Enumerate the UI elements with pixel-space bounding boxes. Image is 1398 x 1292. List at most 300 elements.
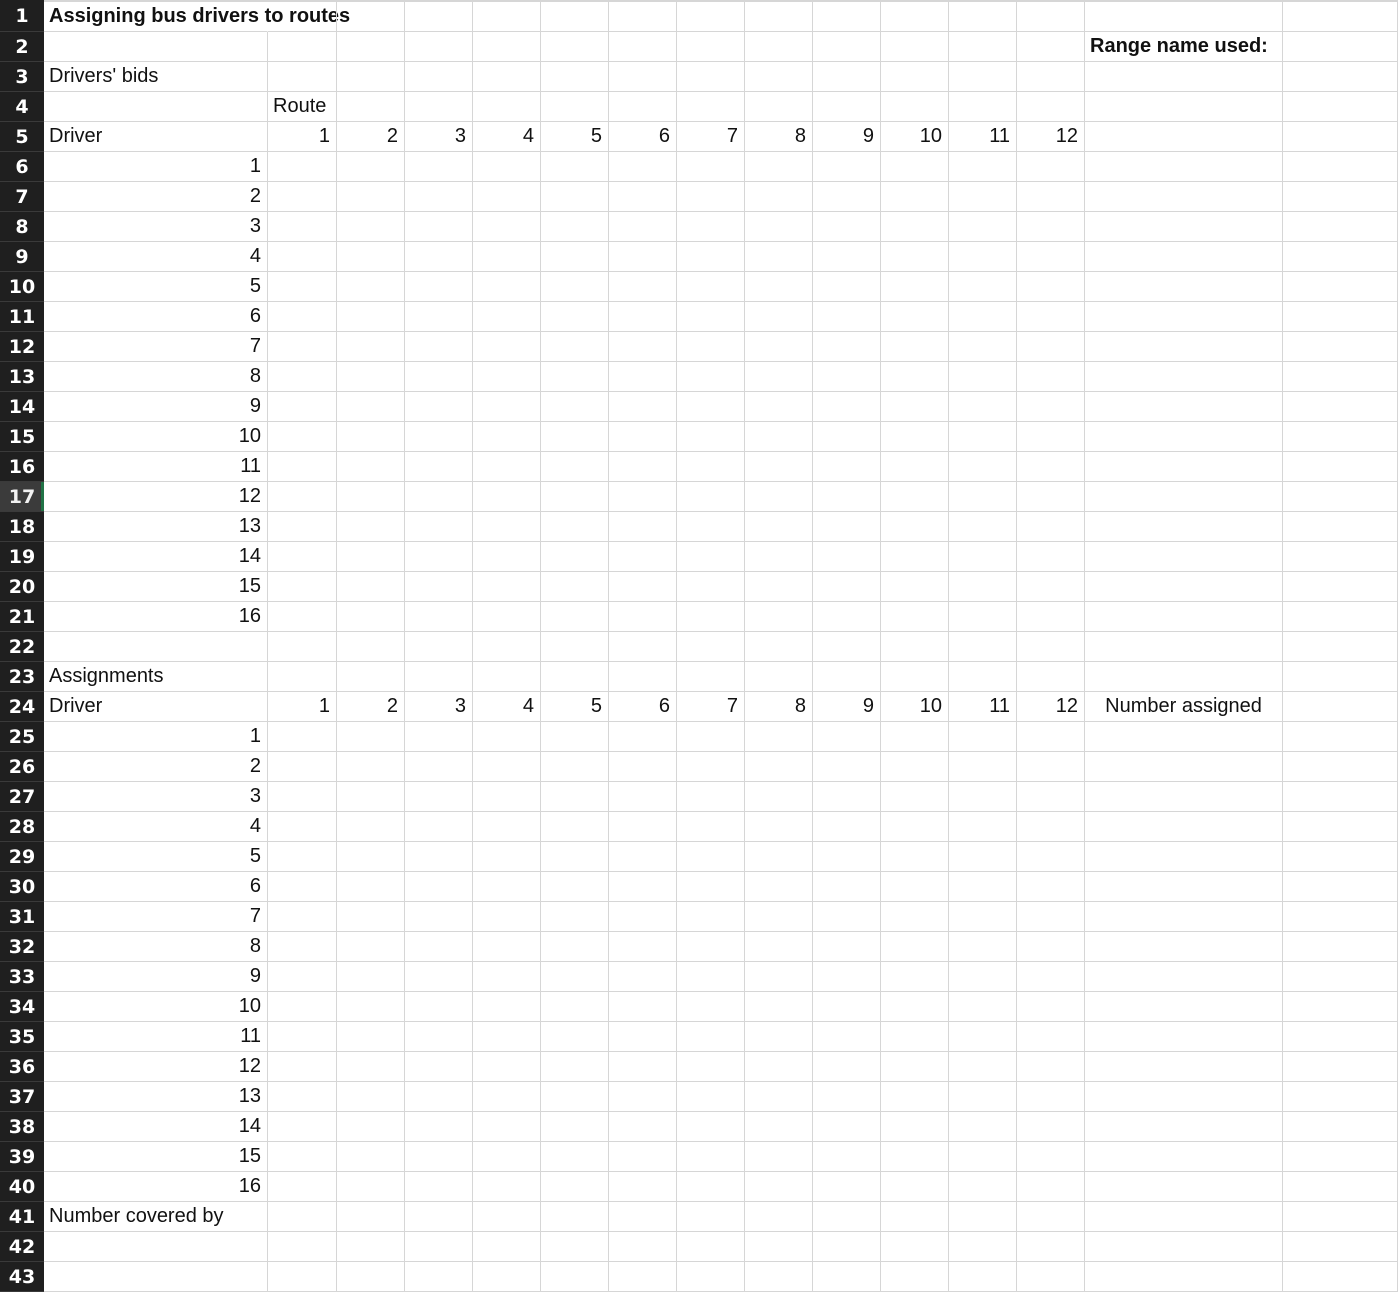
cell[interactable] (541, 32, 609, 62)
cell[interactable] (745, 842, 813, 872)
cell[interactable] (1085, 92, 1283, 122)
cell[interactable] (881, 1082, 949, 1112)
cell[interactable] (813, 842, 881, 872)
cell[interactable] (949, 1172, 1017, 1202)
cell[interactable] (1017, 602, 1085, 632)
cell[interactable] (1085, 1052, 1283, 1082)
cell[interactable] (949, 632, 1017, 662)
assign-route-header[interactable]: 8 (745, 692, 813, 722)
assignments-label[interactable]: Assignments (44, 662, 268, 692)
cell[interactable] (268, 422, 337, 452)
cell[interactable] (881, 152, 949, 182)
cell[interactable] (609, 1052, 677, 1082)
cell[interactable] (677, 872, 745, 902)
cell[interactable] (677, 452, 745, 482)
cell[interactable] (337, 452, 405, 482)
cell[interactable] (881, 872, 949, 902)
cell[interactable] (677, 482, 745, 512)
cell[interactable] (949, 362, 1017, 392)
cell[interactable] (745, 452, 813, 482)
cell[interactable] (677, 1172, 745, 1202)
cell[interactable] (813, 1232, 881, 1262)
cell[interactable] (405, 332, 473, 362)
cell[interactable] (473, 452, 541, 482)
cell[interactable] (541, 1232, 609, 1262)
cell[interactable] (337, 572, 405, 602)
row-header-9[interactable]: 9 (0, 242, 44, 272)
cell[interactable] (268, 242, 337, 272)
bids-driver-number[interactable]: 12 (44, 482, 268, 512)
cell[interactable] (1017, 542, 1085, 572)
cell[interactable] (1017, 1172, 1085, 1202)
cell[interactable] (677, 632, 745, 662)
cell[interactable] (405, 362, 473, 392)
assign-driver-number[interactable]: 9 (44, 962, 268, 992)
cell[interactable] (473, 362, 541, 392)
cell[interactable] (1017, 272, 1085, 302)
cell[interactable] (881, 752, 949, 782)
cell[interactable] (677, 1202, 745, 1232)
cell[interactable] (541, 842, 609, 872)
cell[interactable] (1017, 422, 1085, 452)
bids-driver-label[interactable]: Driver (44, 122, 268, 152)
cell[interactable] (473, 302, 541, 332)
bids-driver-number[interactable]: 6 (44, 302, 268, 332)
cell[interactable] (405, 872, 473, 902)
cell[interactable] (745, 1172, 813, 1202)
cell[interactable] (881, 482, 949, 512)
cell[interactable] (405, 1202, 473, 1232)
row-header-27[interactable]: 27 (0, 782, 44, 812)
cell[interactable] (473, 812, 541, 842)
cell[interactable] (473, 752, 541, 782)
cell[interactable] (745, 812, 813, 842)
cell[interactable] (1283, 542, 1398, 572)
row-header-42[interactable]: 42 (0, 1232, 44, 1262)
cell[interactable] (1017, 572, 1085, 602)
cell[interactable] (881, 62, 949, 92)
cell[interactable] (1085, 332, 1283, 362)
cell[interactable] (268, 722, 337, 752)
cell[interactable] (1017, 452, 1085, 482)
cell[interactable] (1283, 122, 1398, 152)
cell[interactable] (541, 992, 609, 1022)
cell[interactable] (473, 62, 541, 92)
cell[interactable] (405, 1022, 473, 1052)
cell[interactable] (677, 1052, 745, 1082)
cell[interactable] (1085, 1022, 1283, 1052)
row-header-41[interactable]: 41 (0, 1202, 44, 1232)
cell[interactable] (813, 1202, 881, 1232)
cell[interactable] (813, 752, 881, 782)
cell[interactable] (1085, 1112, 1283, 1142)
cell[interactable] (1283, 602, 1398, 632)
bids-route-header[interactable]: 3 (405, 122, 473, 152)
cell[interactable] (268, 512, 337, 542)
cell[interactable] (609, 212, 677, 242)
cell[interactable] (405, 842, 473, 872)
row-header-22[interactable]: 22 (0, 632, 44, 662)
cell[interactable] (813, 212, 881, 242)
cell[interactable] (949, 602, 1017, 632)
cell[interactable] (1085, 842, 1283, 872)
cell[interactable] (881, 512, 949, 542)
cell[interactable] (541, 572, 609, 602)
cell[interactable] (405, 1172, 473, 1202)
cell[interactable] (677, 542, 745, 572)
assign-route-header[interactable]: 4 (473, 692, 541, 722)
cell[interactable] (268, 62, 337, 92)
cell[interactable] (745, 62, 813, 92)
cell[interactable] (745, 752, 813, 782)
cell[interactable] (881, 422, 949, 452)
cell[interactable] (881, 242, 949, 272)
cell[interactable] (881, 302, 949, 332)
cell[interactable] (949, 902, 1017, 932)
row-header-35[interactable]: 35 (0, 1022, 44, 1052)
cell[interactable] (405, 782, 473, 812)
cell[interactable] (881, 572, 949, 602)
cell[interactable] (1283, 212, 1398, 242)
cell[interactable] (1283, 1052, 1398, 1082)
cell[interactable] (268, 362, 337, 392)
cell[interactable] (609, 1232, 677, 1262)
cell[interactable] (541, 902, 609, 932)
cell[interactable] (1085, 362, 1283, 392)
cell[interactable] (609, 662, 677, 692)
cell[interactable] (268, 542, 337, 572)
row-header-28[interactable]: 28 (0, 812, 44, 842)
cell[interactable] (405, 242, 473, 272)
cell[interactable] (44, 1232, 268, 1262)
cell[interactable] (473, 182, 541, 212)
cell[interactable] (881, 1022, 949, 1052)
cell[interactable] (1283, 662, 1398, 692)
bids-route-header[interactable]: 8 (745, 122, 813, 152)
cell[interactable] (949, 842, 1017, 872)
cell[interactable] (609, 332, 677, 362)
cell[interactable] (541, 752, 609, 782)
assign-driver-number[interactable]: 6 (44, 872, 268, 902)
cell[interactable] (677, 362, 745, 392)
cell[interactable] (1283, 1082, 1398, 1112)
row-header-40[interactable]: 40 (0, 1172, 44, 1202)
cell[interactable] (745, 662, 813, 692)
cell[interactable] (1283, 902, 1398, 932)
cell[interactable] (881, 1232, 949, 1262)
cell[interactable] (813, 902, 881, 932)
cell[interactable] (1017, 842, 1085, 872)
cell[interactable] (473, 212, 541, 242)
cell[interactable] (949, 1052, 1017, 1082)
cell[interactable] (405, 1112, 473, 1142)
cell[interactable] (677, 1142, 745, 1172)
row-header-29[interactable]: 29 (0, 842, 44, 872)
cell[interactable] (677, 182, 745, 212)
cell[interactable] (881, 602, 949, 632)
cell[interactable] (949, 452, 1017, 482)
cell[interactable] (405, 932, 473, 962)
cell[interactable] (1283, 482, 1398, 512)
cell[interactable] (1085, 782, 1283, 812)
cell[interactable] (268, 272, 337, 302)
cell[interactable] (677, 1082, 745, 1112)
cell[interactable] (609, 722, 677, 752)
cell[interactable] (745, 2, 813, 32)
cell[interactable] (813, 482, 881, 512)
cell[interactable] (609, 752, 677, 782)
assign-route-header[interactable]: 11 (949, 692, 1017, 722)
cell[interactable] (1085, 602, 1283, 632)
cell[interactable] (541, 212, 609, 242)
row-header-33[interactable]: 33 (0, 962, 44, 992)
cell[interactable] (949, 1112, 1017, 1142)
cell[interactable] (677, 1232, 745, 1262)
cell[interactable] (268, 2, 337, 32)
cell[interactable] (541, 1022, 609, 1052)
cell[interactable] (1283, 272, 1398, 302)
cell[interactable] (609, 782, 677, 812)
cell[interactable] (268, 992, 337, 1022)
cell[interactable] (337, 872, 405, 902)
cell[interactable] (268, 902, 337, 932)
assign-route-header[interactable]: 12 (1017, 692, 1085, 722)
cell[interactable] (881, 332, 949, 362)
cell[interactable] (1085, 2, 1283, 32)
cell[interactable] (541, 542, 609, 572)
cell[interactable] (745, 932, 813, 962)
cell[interactable] (677, 752, 745, 782)
cell[interactable] (745, 482, 813, 512)
cell[interactable] (1283, 1112, 1398, 1142)
cell[interactable] (745, 1082, 813, 1112)
cell[interactable] (541, 392, 609, 422)
cell[interactable] (677, 242, 745, 272)
cell[interactable] (813, 722, 881, 752)
cell[interactable] (881, 902, 949, 932)
cell[interactable] (609, 932, 677, 962)
assign-driver-number[interactable]: 5 (44, 842, 268, 872)
cell[interactable] (677, 422, 745, 452)
cell[interactable] (949, 2, 1017, 32)
bids-driver-number[interactable]: 2 (44, 182, 268, 212)
assign-driver-number[interactable]: 7 (44, 902, 268, 932)
cell[interactable] (677, 302, 745, 332)
cell[interactable] (405, 452, 473, 482)
row-header-24[interactable]: 24 (0, 692, 44, 722)
cell[interactable] (405, 512, 473, 542)
cell[interactable] (813, 512, 881, 542)
cell[interactable] (609, 302, 677, 332)
cell[interactable] (881, 2, 949, 32)
row-header-3[interactable]: 3 (0, 62, 44, 92)
cell[interactable] (337, 1082, 405, 1112)
cell[interactable] (949, 1202, 1017, 1232)
cell[interactable] (745, 1142, 813, 1172)
cell[interactable] (677, 392, 745, 422)
cell[interactable] (609, 152, 677, 182)
cell[interactable] (268, 932, 337, 962)
cell[interactable] (473, 1202, 541, 1232)
cell[interactable] (813, 302, 881, 332)
cell[interactable] (1085, 242, 1283, 272)
bids-route-header[interactable]: 1 (268, 122, 337, 152)
cell[interactable] (1283, 752, 1398, 782)
cell[interactable] (745, 362, 813, 392)
cell[interactable] (44, 1262, 268, 1292)
cell[interactable] (405, 182, 473, 212)
row-header-34[interactable]: 34 (0, 992, 44, 1022)
cell[interactable] (473, 662, 541, 692)
cell[interactable] (473, 1262, 541, 1292)
cell[interactable] (881, 272, 949, 302)
cell[interactable] (745, 332, 813, 362)
cell[interactable] (881, 212, 949, 242)
cell[interactable] (268, 1262, 337, 1292)
cell[interactable] (1283, 692, 1398, 722)
row-header-17[interactable]: 17 (0, 482, 44, 512)
cell[interactable] (949, 782, 1017, 812)
number-covered-label[interactable]: Number covered by (44, 1202, 268, 1232)
cell[interactable] (337, 392, 405, 422)
cell[interactable] (813, 1082, 881, 1112)
cell[interactable] (405, 542, 473, 572)
cell[interactable] (949, 212, 1017, 242)
cell[interactable] (1283, 632, 1398, 662)
cell[interactable] (609, 1172, 677, 1202)
cell[interactable] (268, 1202, 337, 1232)
cell[interactable] (881, 542, 949, 572)
cell[interactable] (541, 422, 609, 452)
cell[interactable] (677, 512, 745, 542)
cell[interactable] (881, 1052, 949, 1082)
cell[interactable] (949, 512, 1017, 542)
cell[interactable] (337, 182, 405, 212)
cell[interactable] (337, 722, 405, 752)
cell[interactable] (337, 1202, 405, 1232)
cell[interactable] (337, 92, 405, 122)
cell[interactable] (1017, 32, 1085, 62)
cell[interactable] (1283, 2, 1398, 32)
cell[interactable] (541, 2, 609, 32)
cell[interactable] (1017, 752, 1085, 782)
cell[interactable] (745, 902, 813, 932)
cell[interactable] (745, 872, 813, 902)
cell[interactable] (405, 302, 473, 332)
cell[interactable] (1017, 1112, 1085, 1142)
cell[interactable] (881, 932, 949, 962)
cell[interactable] (813, 1052, 881, 1082)
cell[interactable] (268, 662, 337, 692)
cell[interactable] (949, 1082, 1017, 1112)
cell[interactable] (337, 1022, 405, 1052)
cell[interactable] (473, 512, 541, 542)
cell[interactable] (813, 182, 881, 212)
cell[interactable] (541, 1172, 609, 1202)
cell[interactable] (745, 1112, 813, 1142)
cell[interactable] (405, 152, 473, 182)
bids-driver-number[interactable]: 15 (44, 572, 268, 602)
cell[interactable] (745, 302, 813, 332)
cell[interactable] (405, 632, 473, 662)
cell[interactable] (1017, 482, 1085, 512)
number-assigned-label[interactable]: Number assigned (1085, 692, 1283, 722)
cell[interactable] (541, 62, 609, 92)
row-header-20[interactable]: 20 (0, 572, 44, 602)
cell[interactable] (405, 572, 473, 602)
cell[interactable] (949, 662, 1017, 692)
cell[interactable] (473, 842, 541, 872)
cell[interactable] (881, 1262, 949, 1292)
cell[interactable] (541, 92, 609, 122)
cell[interactable] (1017, 302, 1085, 332)
drivers-bids-label[interactable]: Drivers' bids (44, 62, 268, 92)
cell[interactable] (268, 962, 337, 992)
assign-route-header[interactable]: 10 (881, 692, 949, 722)
cell[interactable] (677, 1022, 745, 1052)
cell[interactable] (609, 362, 677, 392)
cell[interactable] (337, 962, 405, 992)
cell[interactable] (677, 152, 745, 182)
cell[interactable] (337, 242, 405, 272)
cell[interactable] (745, 602, 813, 632)
assign-driver-number[interactable]: 11 (44, 1022, 268, 1052)
cell[interactable] (745, 182, 813, 212)
cell[interactable] (337, 1232, 405, 1262)
cell[interactable] (473, 92, 541, 122)
cell[interactable] (337, 32, 405, 62)
cell[interactable] (677, 992, 745, 1022)
assign-driver-number[interactable]: 16 (44, 1172, 268, 1202)
cell[interactable] (813, 32, 881, 62)
cell[interactable] (609, 392, 677, 422)
cell[interactable] (677, 602, 745, 632)
cell[interactable] (609, 242, 677, 272)
cell[interactable] (473, 272, 541, 302)
cell[interactable] (268, 392, 337, 422)
cell[interactable] (949, 32, 1017, 62)
bids-driver-number[interactable]: 9 (44, 392, 268, 422)
row-header-5[interactable]: 5 (0, 122, 44, 152)
cell[interactable] (1085, 632, 1283, 662)
cell[interactable] (337, 542, 405, 572)
cell[interactable] (1085, 1142, 1283, 1172)
cell[interactable] (949, 812, 1017, 842)
cell[interactable] (1283, 1232, 1398, 1262)
cell[interactable] (1017, 932, 1085, 962)
cell[interactable] (881, 782, 949, 812)
cell[interactable] (541, 962, 609, 992)
cell[interactable] (1283, 932, 1398, 962)
assign-driver-number[interactable]: 1 (44, 722, 268, 752)
cell[interactable] (1283, 782, 1398, 812)
cell[interactable] (1017, 242, 1085, 272)
cell[interactable] (337, 422, 405, 452)
cell[interactable] (813, 542, 881, 572)
cell[interactable] (541, 452, 609, 482)
cell[interactable] (609, 962, 677, 992)
assign-driver-number[interactable]: 2 (44, 752, 268, 782)
cell[interactable] (1017, 392, 1085, 422)
cell[interactable] (881, 632, 949, 662)
cell[interactable] (609, 812, 677, 842)
cell[interactable] (1017, 212, 1085, 242)
cell[interactable] (1283, 1172, 1398, 1202)
cell[interactable] (949, 482, 1017, 512)
cell[interactable] (1085, 122, 1283, 152)
cell[interactable] (1085, 1232, 1283, 1262)
cell[interactable] (813, 872, 881, 902)
